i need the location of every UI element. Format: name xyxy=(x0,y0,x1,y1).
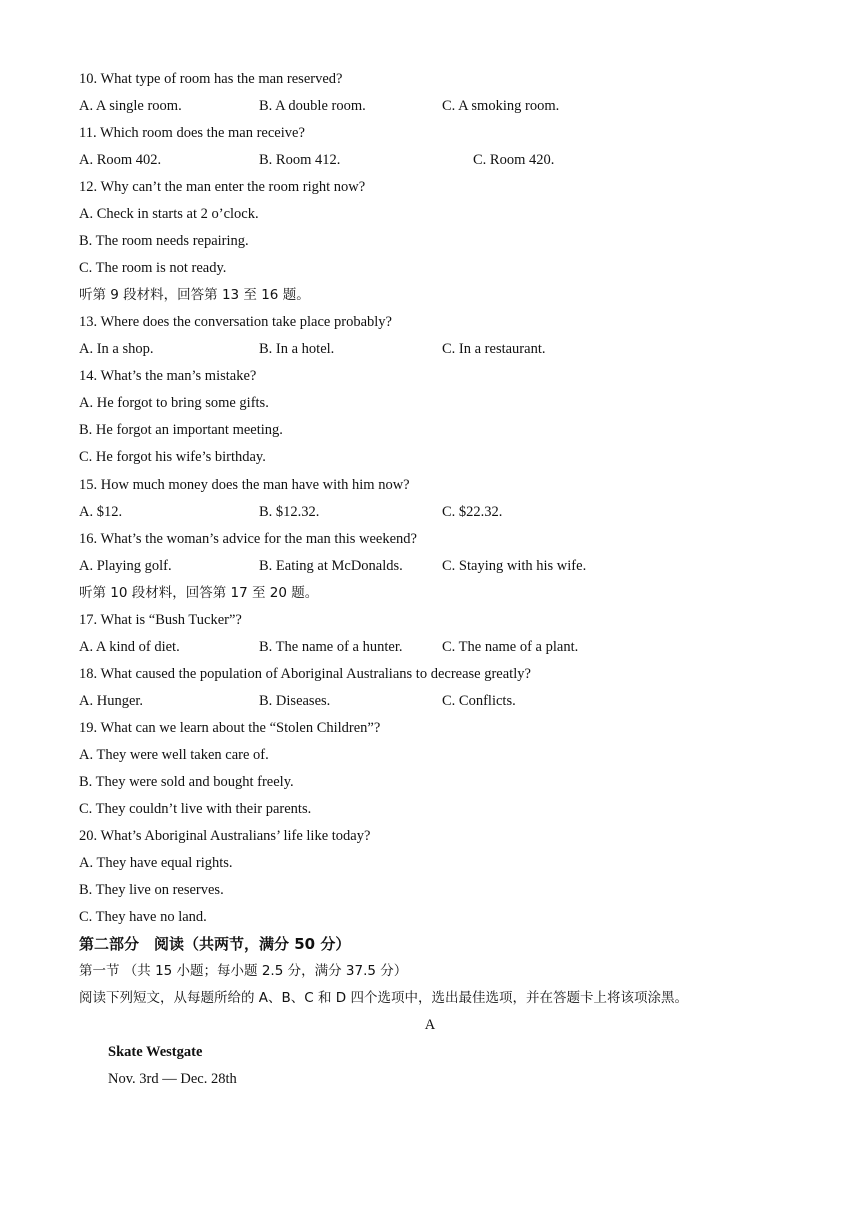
material-10-instruction: 听第 10 段材料，回答第 17 至 20 题。 xyxy=(79,585,319,601)
question-12-option-b: B. The room needs repairing. xyxy=(79,233,249,249)
option-c: C. In a restaurant. xyxy=(442,341,546,357)
question-11: 11. Which room does the man receive? xyxy=(79,125,305,141)
question-16-options xyxy=(79,553,779,580)
option-c: C. $22.32. xyxy=(442,504,503,520)
option-b: B. Diseases. xyxy=(259,693,331,709)
option-b: B. The name of a hunter. xyxy=(259,639,403,655)
option-b: B. $12.32. xyxy=(259,504,320,520)
question-17-options xyxy=(79,634,779,661)
option-c: C. Staying with his wife. xyxy=(442,558,587,574)
question-14-option-b: B. He forgot an important meeting. xyxy=(79,422,283,438)
option-c: C. Room 420. xyxy=(473,152,555,168)
question-13: 13. Where does the conversation take place probably? xyxy=(79,314,392,330)
question-12: 12. Why can’t the man enter the room right now? xyxy=(79,179,366,195)
question-20: 20. What’s Aboriginal Australians’ life like today? xyxy=(79,828,371,844)
question-15-options xyxy=(79,499,779,526)
option-b: B. A double room. xyxy=(259,98,366,114)
option-a: A. Room 402. xyxy=(79,152,162,168)
option-a: A. $12. xyxy=(79,504,123,520)
part-2-title: 第二部分 阅读（共两节，满分 50 分） xyxy=(79,935,351,953)
option-c: C. The name of a plant. xyxy=(442,639,579,655)
question-20-option-b: B. They live on reserves. xyxy=(79,882,224,898)
question-20-option-c: C. They have no land. xyxy=(79,909,207,925)
option-a: A. A kind of diet. xyxy=(79,639,180,655)
option-b: B. Eating at McDonalds. xyxy=(259,558,403,574)
option-c: C. A smoking room. xyxy=(442,98,560,114)
option-a: A. In a shop. xyxy=(79,341,154,357)
option-c: C. Conflicts. xyxy=(442,693,516,709)
question-19-option-c: C. They couldn’t live with their parents. xyxy=(79,801,312,817)
question-17: 17. What is “Bush Tucker”? xyxy=(79,612,242,628)
question-15: 15. How much money does the man have with him now? xyxy=(79,477,410,493)
question-13-options xyxy=(79,336,779,363)
question-14-option-c: C. He forgot his wife’s birthday. xyxy=(79,449,266,465)
passage-dates: Nov. 3rd — Dec. 28th xyxy=(108,1071,237,1087)
question-18-options xyxy=(79,688,779,715)
question-10-options xyxy=(79,93,779,120)
question-14: 14. What’s the man’s mistake? xyxy=(79,368,257,384)
question-19: 19. What can we learn about the “Stolen Children”? xyxy=(79,720,381,736)
question-12-option-a: A. Check in starts at 2 o’clock. xyxy=(79,206,259,222)
question-20-option-a: A. They have equal rights. xyxy=(79,855,233,871)
question-16: 16. What’s the woman’s advice for the man this weekend? xyxy=(79,531,417,547)
material-9-instruction: 听第 9 段材料，回答第 13 至 16 题。 xyxy=(79,287,310,303)
option-a: A. Playing golf. xyxy=(79,558,172,574)
section-1-heading: 第一节 （共 15 小题；每小题 2.5 分，满分 37.5 分） xyxy=(79,963,408,979)
question-14-option-a: A. He forgot to bring some gifts. xyxy=(79,395,269,411)
option-a: A. Hunger. xyxy=(79,693,144,709)
question-19-option-a: A. They were well taken care of. xyxy=(79,747,269,763)
question-18: 18. What caused the population of Aboriginal Australians to decrease greatly? xyxy=(79,666,531,682)
passage-title: Skate Westgate xyxy=(108,1044,203,1060)
option-b: B. Room 412. xyxy=(259,152,341,168)
passage-letter: A xyxy=(424,1017,436,1033)
question-19-option-b: B. They were sold and bought freely. xyxy=(79,774,294,790)
option-b: B. In a hotel. xyxy=(259,341,335,357)
question-12-option-c: C. The room is not ready. xyxy=(79,260,227,276)
option-a: A. A single room. xyxy=(79,98,182,114)
question-10: 10. What type of room has the man reserved? xyxy=(79,71,343,87)
reading-directions: 阅读下列短文，从每题所给的 A、B、C 和 D 四个选项中，选出最佳选项，并在答题卡上将该项涂黑。 xyxy=(79,990,688,1006)
question-11-options xyxy=(79,147,779,174)
